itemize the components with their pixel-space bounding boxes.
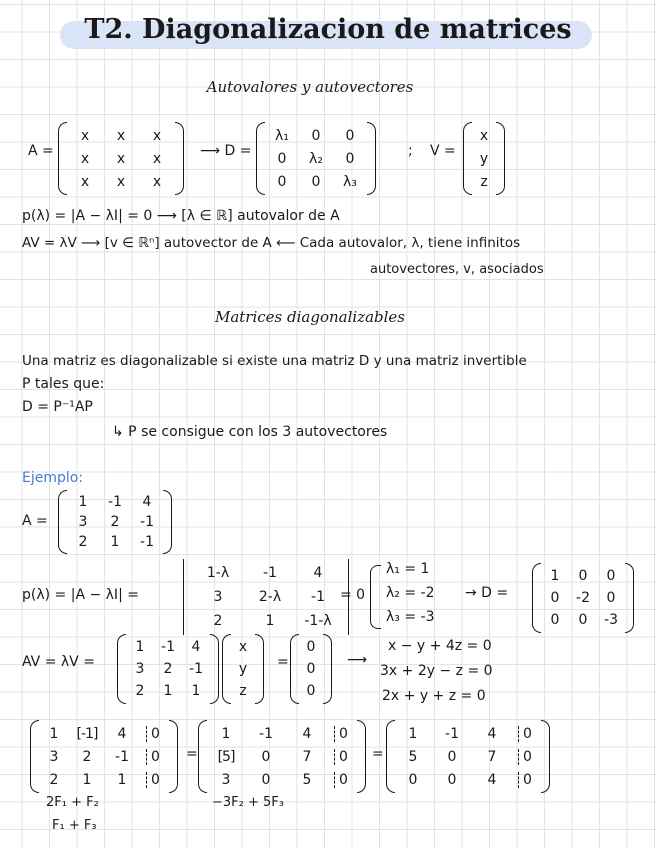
matrix-cell: 0 [345,150,355,167]
matrix-cell: 1 [49,725,59,742]
matrix-cell: 4 [142,494,152,510]
poly-label: p(λ) = |A − λI| = [22,587,139,603]
matrix-cell: 0 [261,771,271,788]
example-matrix-d [532,565,634,631]
eigenvalue-2: λ₂ = -2 [386,585,435,601]
matrix-cell: 0 [578,612,588,628]
matrix-cell: 2 [49,771,59,788]
matrix-cell: z [239,683,247,699]
matrix-cell: 0 [306,661,316,677]
matrix-cell: -1-λ [304,613,332,629]
matrix-cell: 1 [550,568,560,584]
matrix-cell: 4 [313,565,323,581]
example-av-matrix [117,636,219,702]
matrix-cell: 0 [447,771,457,788]
matrix-cell: 0 [261,748,271,765]
matrix-cell: x [152,173,162,190]
equals-sign: = [277,654,289,670]
zero-vector [290,636,332,702]
section-heading-autovalores: Autovalores y autovectores [206,78,414,96]
matrix-cell: 2 [78,534,88,550]
matrix-cell: x [80,127,90,144]
matrix-cell: z [480,173,488,190]
vector-v [463,124,505,193]
matrix-cell: 5 [408,748,418,765]
section-heading-diagonalizables: Matrices diagonalizables [214,308,406,326]
matrix-cell: -1 [311,589,325,605]
matrix-cell: 7 [302,748,312,765]
matrix-cell: 1 [135,639,145,655]
matrix-cell: 2 [213,613,223,629]
matrix-cell: 4 [487,771,497,788]
matrix-cell: x [116,173,126,190]
separator: ; [408,143,413,159]
matrix-cell: 4 [302,725,312,742]
v-label: V = [430,143,456,159]
matrix-cell: 3 [135,661,145,677]
matrix-cell: λ₂ [309,150,323,167]
matrix-cell: 0 [606,568,616,584]
matrix-cell: x [80,150,90,167]
matrix-cell: y [238,661,248,677]
matrix-cell: x [238,639,248,655]
matrix-cell: 1 [265,613,275,629]
matrix-cell: 0 [277,150,287,167]
matrix-cell: x [80,173,90,190]
matrix-cell: -1 [259,725,273,742]
matrix-cell: 2 [135,683,145,699]
diagonalization-formula: D = P⁻¹AP [22,399,93,415]
matrix-cell: 0 [334,772,350,788]
matrix-cell: x [116,150,126,167]
row-operation-1: 2F₁ + F₂ [46,795,99,810]
eigenvector-definition: AV = λV ⟶ [v ∈ ℝⁿ] autovector de A ⟵ Cada autovalor, λ, tiene infinitos [22,235,521,251]
matrix-cell: 4 [487,725,497,742]
augmented-matrix-2 [198,722,366,791]
matrix-cell: 0 [146,749,162,765]
equation-1: x − y + 4z = 0 [388,638,492,654]
diagonal-matrix-d [256,124,376,193]
matrix-cell: 0 [550,590,560,606]
augmented-matrix-1 [30,722,178,791]
generic-matrix-a [58,124,184,193]
matrix-cell: 0 [334,749,350,765]
equals-sign: = [372,746,384,762]
matrix-cell: 5 [302,771,312,788]
matrix-cell [75,726,100,742]
matrix-cell: 0 [334,726,350,742]
equals-zero: = 0 [340,587,366,603]
matrix-cell: 0 [408,771,418,788]
matrix-cell: 0 [311,173,321,190]
matrix-cell: 1 [110,534,120,550]
matrix-cell: 1 [78,494,88,510]
matrix-cell: x [479,127,489,144]
matrix-cell: 1 [117,771,127,788]
matrix-cell: λ₁ [275,127,289,144]
page-title: T2. Diagonalizacion de matrices [84,14,572,45]
matrix-cell: x [152,127,162,144]
matrix-cell: x [152,150,162,167]
matrix-cell: 3 [221,771,231,788]
matrix-cell: 1 [221,725,231,742]
matrix-cell: 1 [408,725,418,742]
row-operation-3: −3F₂ + 5F₃ [212,795,284,810]
equation-3: 2x + y + z = 0 [382,688,486,704]
matrix-cell: 0 [146,772,162,788]
characteristic-polynomial: p(λ) = |A − λI| = 0 ⟶ [λ ∈ ℝ] autovalor de A [22,208,340,224]
matrix-cell: -1 [189,661,203,677]
matrix-cell: 0 [606,590,616,606]
matrix-cell: 2 [82,748,92,765]
p-note: ↳ P se consigue con los 3 autovectores [112,424,388,440]
matrix-cell: -3 [604,612,618,628]
matrix-cell: 2 [110,514,120,530]
matrix-cell: 0 [306,683,316,699]
matrix-cell: 3 [49,748,59,765]
matrix-cell [216,749,237,765]
matrix-cell: 3 [78,514,88,530]
matrix-cell: 0 [311,127,321,144]
matrix-cell: 0 [306,639,316,655]
matrix-cell: 0 [447,748,457,765]
pivot-box: [5] [217,748,235,765]
matrix-cell: 0 [345,127,355,144]
arrow-d-label: → D = [465,585,509,601]
example-a-label: A = [22,513,48,529]
eigenvector-note: autovectores, v, asociados [370,262,544,277]
brace [370,565,381,629]
row-operation-2: F₁ + F₃ [52,818,97,833]
matrix-cell: 0 [518,772,534,788]
matrix-cell: 1 [82,771,92,788]
matrix-cell: 0 [518,726,534,742]
arrow: ⟶ [347,652,368,668]
matrix-cell: 1-λ [206,565,230,581]
example-v-vector [222,636,264,702]
matrix-cell: 0 [578,568,588,584]
augmented-matrix-3 [386,722,550,791]
matrix-cell: 2 [163,661,173,677]
matrix-cell: -1 [140,514,154,530]
matrix-cell: 0 [518,749,534,765]
arrow-d-label: ⟶ D = [200,143,252,159]
matrix-cell: -1 [108,494,122,510]
eigenvalue-3: λ₃ = -3 [386,609,435,625]
matrix-cell: 0 [277,173,287,190]
matrix-cell: 4 [191,639,201,655]
a-label: A = [28,143,54,159]
definition-line-2: P tales que: [22,376,105,392]
eigenvalue-1: λ₁ = 1 [386,561,430,577]
matrix-cell: x [116,127,126,144]
matrix-cell: λ₃ [343,173,357,190]
matrix-cell: -2 [576,590,590,606]
matrix-cell: -1 [115,748,129,765]
matrix-cell: -1 [445,725,459,742]
pivot-box: [-1] [76,725,98,742]
determinant [183,561,349,633]
equals-sign: = [186,746,198,762]
matrix-cell: 3 [213,589,223,605]
matrix-cell: 1 [191,683,201,699]
example-matrix-a [58,492,172,552]
matrix-cell: 0 [146,726,162,742]
matrix-cell: y [479,150,489,167]
matrix-cell: 0 [550,612,560,628]
matrix-cell: -1 [161,639,175,655]
matrix-cell: -1 [263,565,277,581]
matrix-cell: 2-λ [258,589,282,605]
matrix-cell: 7 [487,748,497,765]
matrix-cell: 1 [163,683,173,699]
equation-2: 3x + 2y − z = 0 [380,663,493,679]
example-label: Ejemplo: [22,470,84,486]
definition-line-1: Una matriz es diagonalizable si existe una matriz D y una matriz invertible [22,353,527,369]
matrix-cell: 4 [117,725,127,742]
matrix-cell: -1 [140,534,154,550]
av-label: AV = λV = [22,654,95,670]
